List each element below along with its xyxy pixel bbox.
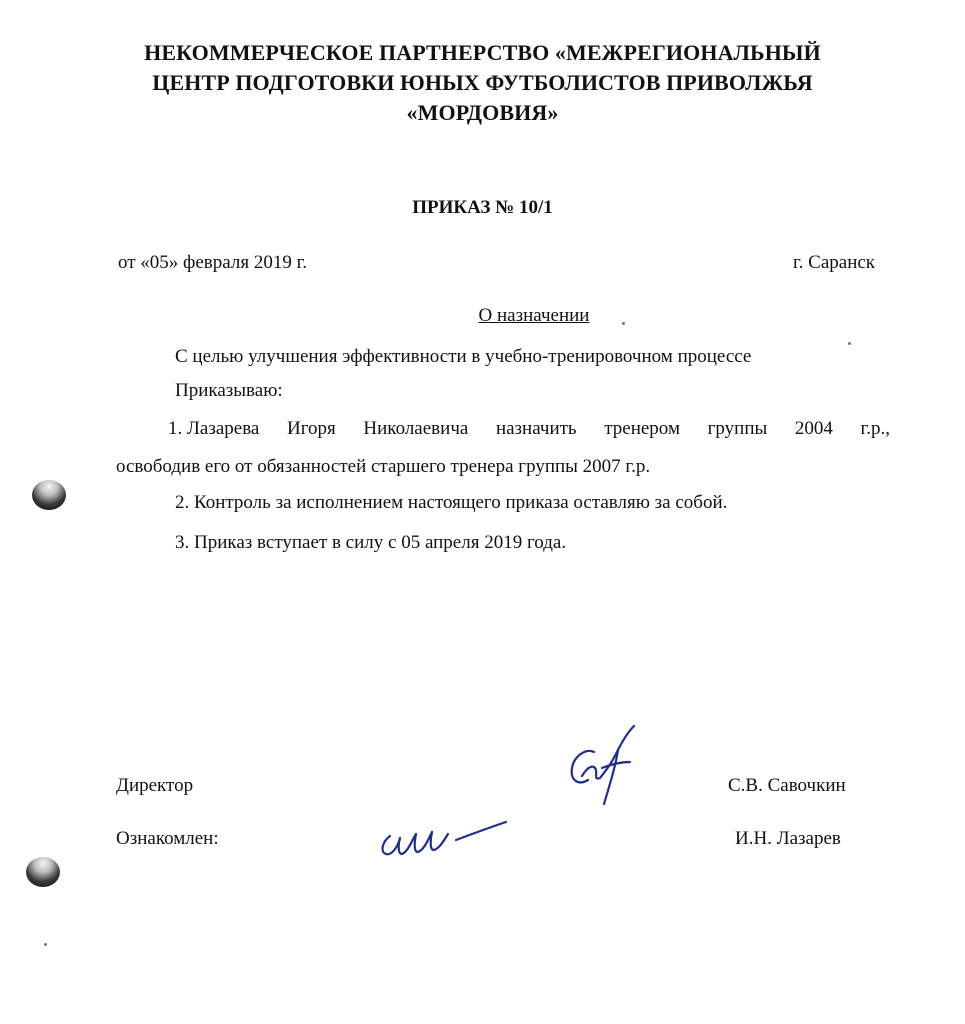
item-1-word: группы (707, 418, 768, 439)
org-line-2: ЦЕНТР ПОДГОТОВКИ ЮНЫХ ФУТБОЛИСТОВ ПРИВОЛЖЬЯ (152, 70, 813, 95)
punch-hole (26, 857, 60, 887)
item-1-word: 2004 (794, 418, 833, 439)
item-3: 3. Приказ вступает в силу с 05 апреля 2019 года. (175, 532, 567, 553)
scan-speck (622, 322, 625, 325)
scan-speck (44, 943, 47, 946)
item-1-word: г.р., (860, 418, 890, 439)
director-signature (560, 722, 640, 817)
item-1-word: 1. Лазарева (168, 418, 260, 439)
director-name: С.В. Савочкин (728, 775, 846, 796)
order-date: от «05» февраля 2019 г. (118, 252, 307, 273)
punch-hole (32, 480, 66, 510)
order-city: г. Саранск (793, 252, 876, 273)
org-line-3: «МОРДОВИЯ» (406, 100, 559, 125)
order-title: ПРИКАЗ № 10/1 (412, 197, 553, 218)
item-1-line-2: освободив его от обязанностей старшего тренера группы 2007 г.р. (116, 456, 651, 477)
item-1-word: Николаевича (363, 418, 469, 439)
org-line-1: НЕКОММЕРЧЕСКОЕ ПАРТНЕРСТВО «МЕЖРЕГИОНАЛЬНЫЙ (144, 40, 821, 65)
item-1-line-1 (168, 418, 890, 440)
order-word: Приказываю: (175, 380, 283, 401)
purpose-text: С целью улучшения эффективности в учебно-тренировочном процессе (175, 346, 752, 367)
item-2: 2. Контроль за исполнением настоящего приказа оставляю за собой. (175, 492, 728, 513)
item-1-word: назначить (495, 418, 577, 439)
order-subject: О назначении (478, 305, 590, 326)
item-1-word: Игоря (287, 418, 336, 439)
item-1-word: тренером (604, 418, 680, 439)
acquainted-signature (376, 812, 516, 872)
acquainted-label: Ознакомлен: (116, 828, 219, 849)
organization-name (100, 38, 865, 128)
scan-speck (848, 342, 851, 345)
director-label: Директор (116, 775, 194, 796)
acquainted-name: И.Н. Лазарев (735, 828, 841, 849)
